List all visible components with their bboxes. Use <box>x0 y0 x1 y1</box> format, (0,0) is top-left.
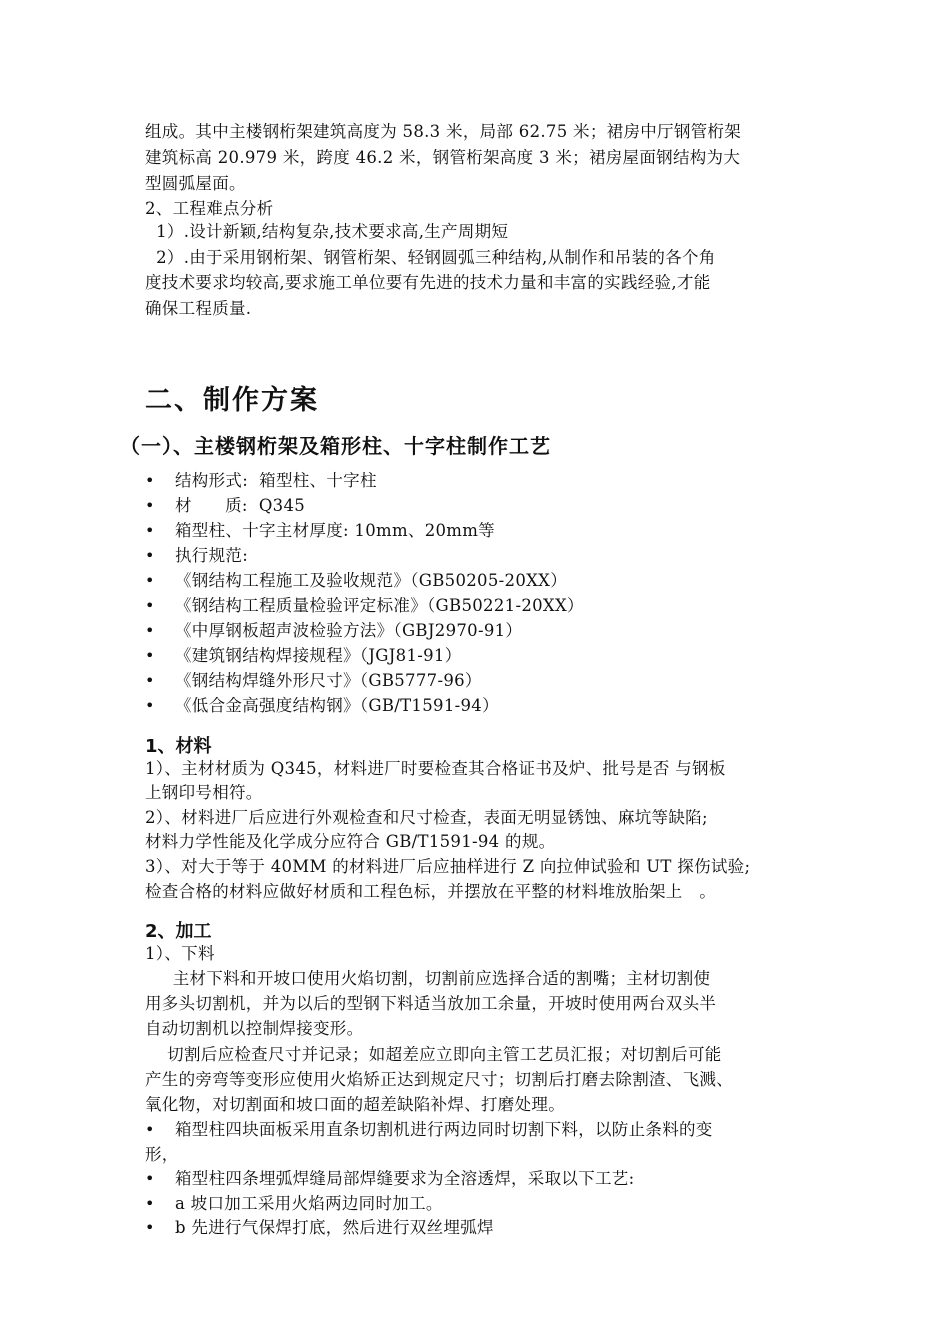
processing-line: 氧化物，对切割面和坡口面的超差缺陷补焊、打磨处理。 <box>145 1095 565 1114</box>
bullet-glyph: • <box>145 621 155 640</box>
intro-line: 2）.由于采用钢桁架、钢管桁架、轻钢圆弧三种结构,从制作和吊装的各个角 <box>145 248 716 267</box>
subsection-title: （一）、主楼钢桁架及箱形柱、十字柱制作工艺 <box>120 434 551 458</box>
section-title: 二、制作方案 <box>145 385 319 416</box>
materials-line: 2）、材料进厂后应进行外观检查和尺寸检查，表面无明显锈蚀、麻坑等缺陷; <box>145 808 708 827</box>
bullet-glyph: • <box>145 646 155 665</box>
materials-line: 材料力学性能及化学成分应符合 GB/T1591-94 的规。 <box>145 832 556 851</box>
bullet-glyph: • <box>145 521 155 540</box>
bullet-glyph: • <box>145 1194 155 1213</box>
bullet-item: 《钢结构焊缝外形尺寸》（GB5777-96） <box>175 671 482 690</box>
materials-line: 3）、对大于等于 40MM 的材料进厂后应抽样进行 Z 向拉伸试验和 UT 探伤试验; <box>145 857 751 876</box>
bullet-glyph: • <box>145 1120 155 1139</box>
processing-bullet-cont: 形， <box>145 1145 179 1164</box>
intro-line: 型圆弧屋面。 <box>145 174 246 193</box>
processing-bullet: 箱型柱四块面板采用直条切割机进行两边同时切割下料，以防止条料的变 <box>175 1120 713 1139</box>
processing-line: 1）、下料 <box>145 944 215 963</box>
intro-line: 1）.设计新颖,结构复杂,技术要求高,生产周期短 <box>145 222 509 241</box>
processing-line: 用多头切割机，并为以后的型钢下料适当放加工余量，开坡时使用两台双头半 <box>145 994 717 1013</box>
bullet-item: 《钢结构工程施工及验收规范》（GB50205-20XX） <box>175 571 568 590</box>
processing-line: 产生的旁弯等变形应使用火焰矫正达到规定尺寸；切割后打磨去除割渣、飞溅、 <box>145 1070 733 1089</box>
bullet-item: 材 质: Q345 <box>175 496 306 515</box>
bullet-glyph: • <box>145 471 155 490</box>
bullet-glyph: • <box>145 671 155 690</box>
materials-line: 1）、主材材质为 Q345，材料进厂时要检查其合格证书及炉、批号是否 与钢板 <box>145 759 726 778</box>
bullet-glyph: • <box>145 546 155 565</box>
bullet-glyph: • <box>145 571 155 590</box>
processing-bullet: 箱型柱四条埋弧焊缝局部焊缝要求为全溶透焊，采取以下工艺: <box>175 1169 635 1188</box>
bullet-item: 《低合金高强度结构钢》（GB/T1591-94） <box>175 696 499 715</box>
bullet-glyph: • <box>145 596 155 615</box>
materials-line: 检查合格的材料应做好材质和工程色标，并摆放在平整的材料堆放胎架上 。 <box>145 882 717 901</box>
intro-line: 确保工程质量. <box>145 299 252 318</box>
processing-line: 主材下料和开坡口使用火焰切割，切割前应选择合适的割嘴；主材切割使 <box>145 969 711 988</box>
intro-line: 2、工程难点分析 <box>145 199 274 218</box>
materials-heading: 1、材料 <box>145 736 212 757</box>
intro-line: 度技术要求均较高,要求施工单位要有先进的技术力量和丰富的实践经验,才能 <box>145 273 711 292</box>
bullet-item: 箱型柱、十字主材厚度: 10mm、20mm等 <box>175 521 495 540</box>
processing-heading: 2、加工 <box>145 921 212 942</box>
bullet-item: 《钢结构工程质量检验评定标准》（GB50221-20XX） <box>175 596 584 615</box>
processing-bullet: a 坡口加工采用火焰两边同时加工。 <box>175 1194 443 1213</box>
bullet-glyph: • <box>145 1218 155 1237</box>
bullet-glyph: • <box>145 696 155 715</box>
bullet-item: 《中厚钢板超声波检验方法》（GBJ2970-91） <box>175 621 523 640</box>
bullet-item: 执行规范: <box>175 546 249 565</box>
processing-bullet: b 先进行气保焊打底，然后进行双丝埋弧焊 <box>175 1218 494 1237</box>
intro-line: 组成。其中主楼钢桁架建筑高度为 58.3 米，局部 62.75 米；裙房中厅钢管桁架 <box>145 122 742 141</box>
bullet-item: 《建筑钢结构焊接规程》（JGJ81-91） <box>175 646 462 665</box>
processing-line: 自动切割机以控制焊接变形。 <box>145 1019 364 1038</box>
bullet-item: 结构形式: 箱型柱、十字柱 <box>175 471 377 490</box>
intro-line: 建筑标高 20.979 米，跨度 46.2 米，钢管桁架高度 3 米；裙房屋面钢结构为大 <box>145 148 741 167</box>
bullet-glyph: • <box>145 1169 155 1188</box>
bullet-glyph: • <box>145 496 155 515</box>
materials-line: 上钢印号相符。 <box>145 783 263 802</box>
processing-line: 切割后应检查尺寸并记录；如超差应立即向主管工艺员汇报；对切割后可能 <box>145 1045 722 1064</box>
